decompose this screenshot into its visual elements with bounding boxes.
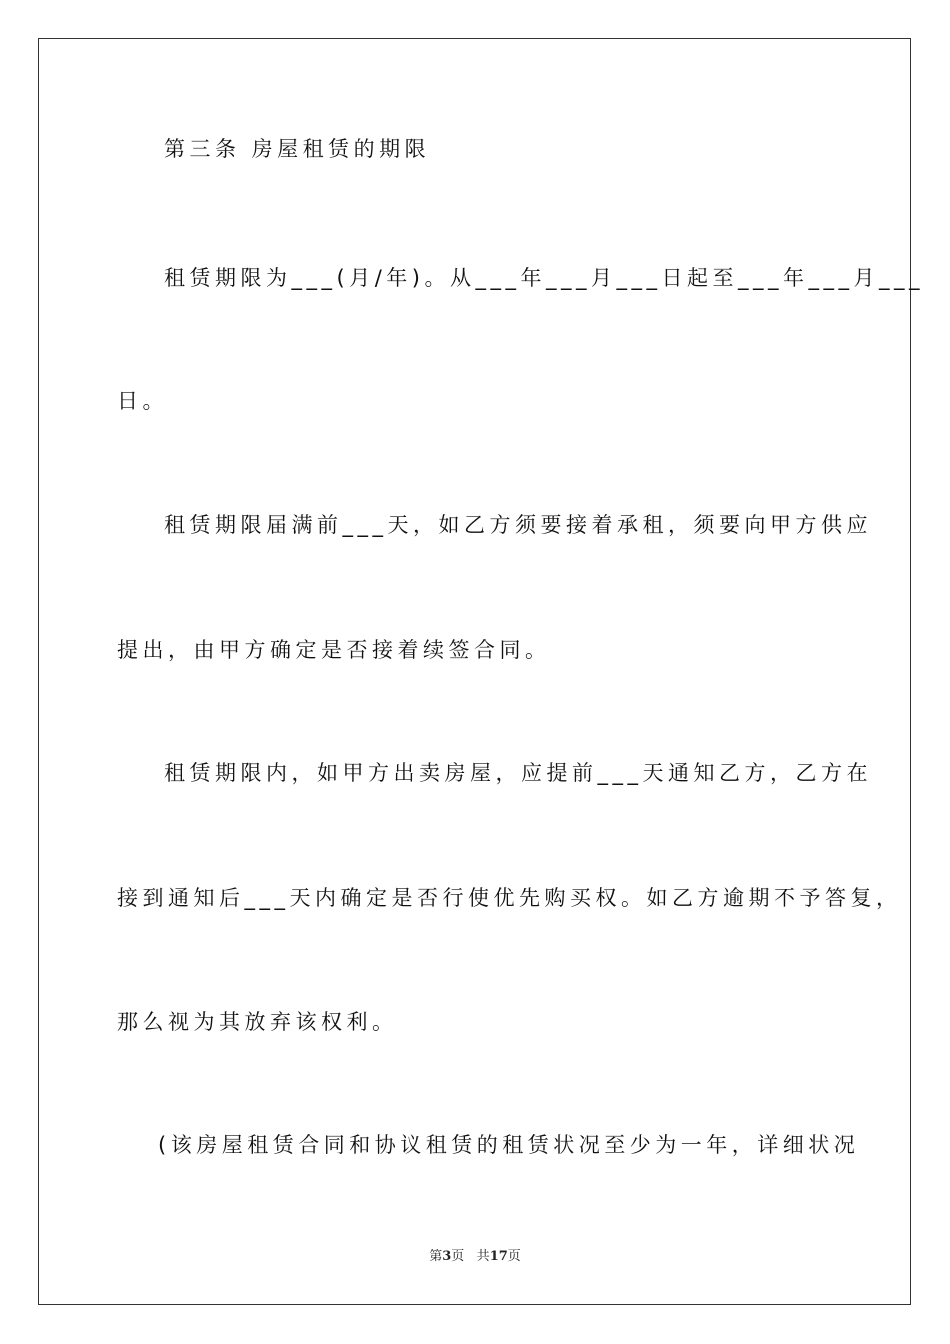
page-suffix: 页	[451, 1249, 465, 1264]
total-pages: 17	[489, 1249, 508, 1264]
paragraph-line: 接到通知后___天内确定是否行使优先购买权。如乙方逾期不予答复，	[117, 886, 902, 910]
page-frame	[38, 38, 924, 1305]
section-heading: 第三条 房屋租赁的期限	[164, 137, 431, 161]
paragraph-line: 租赁期限届满前___天，如乙方须要接着承租，须要向甲方供应	[164, 513, 872, 537]
page-footer	[0, 1245, 950, 1264]
total-suffix: 页	[507, 1249, 521, 1264]
paragraph-line: 那么视为其放弃该权利。	[117, 1010, 398, 1034]
page-number: 3	[442, 1249, 452, 1264]
paragraph-line: (该房屋租赁合同和协议租赁的租赁状况至少为一年，详细状况	[158, 1133, 860, 1157]
paragraph-line: 租赁期限内，如甲方出卖房屋，应提前___天通知乙方，乙方在	[164, 761, 872, 785]
paragraph-line: 日。	[117, 389, 168, 413]
page-prefix: 第	[429, 1249, 443, 1264]
paragraph-line: 租赁期限为___(月/年)。从___年___月___日起至___年___月___	[164, 266, 924, 290]
total-prefix: 共	[476, 1249, 490, 1264]
paragraph-line: 提出，由甲方确定是否接着续签合同。	[117, 638, 551, 662]
